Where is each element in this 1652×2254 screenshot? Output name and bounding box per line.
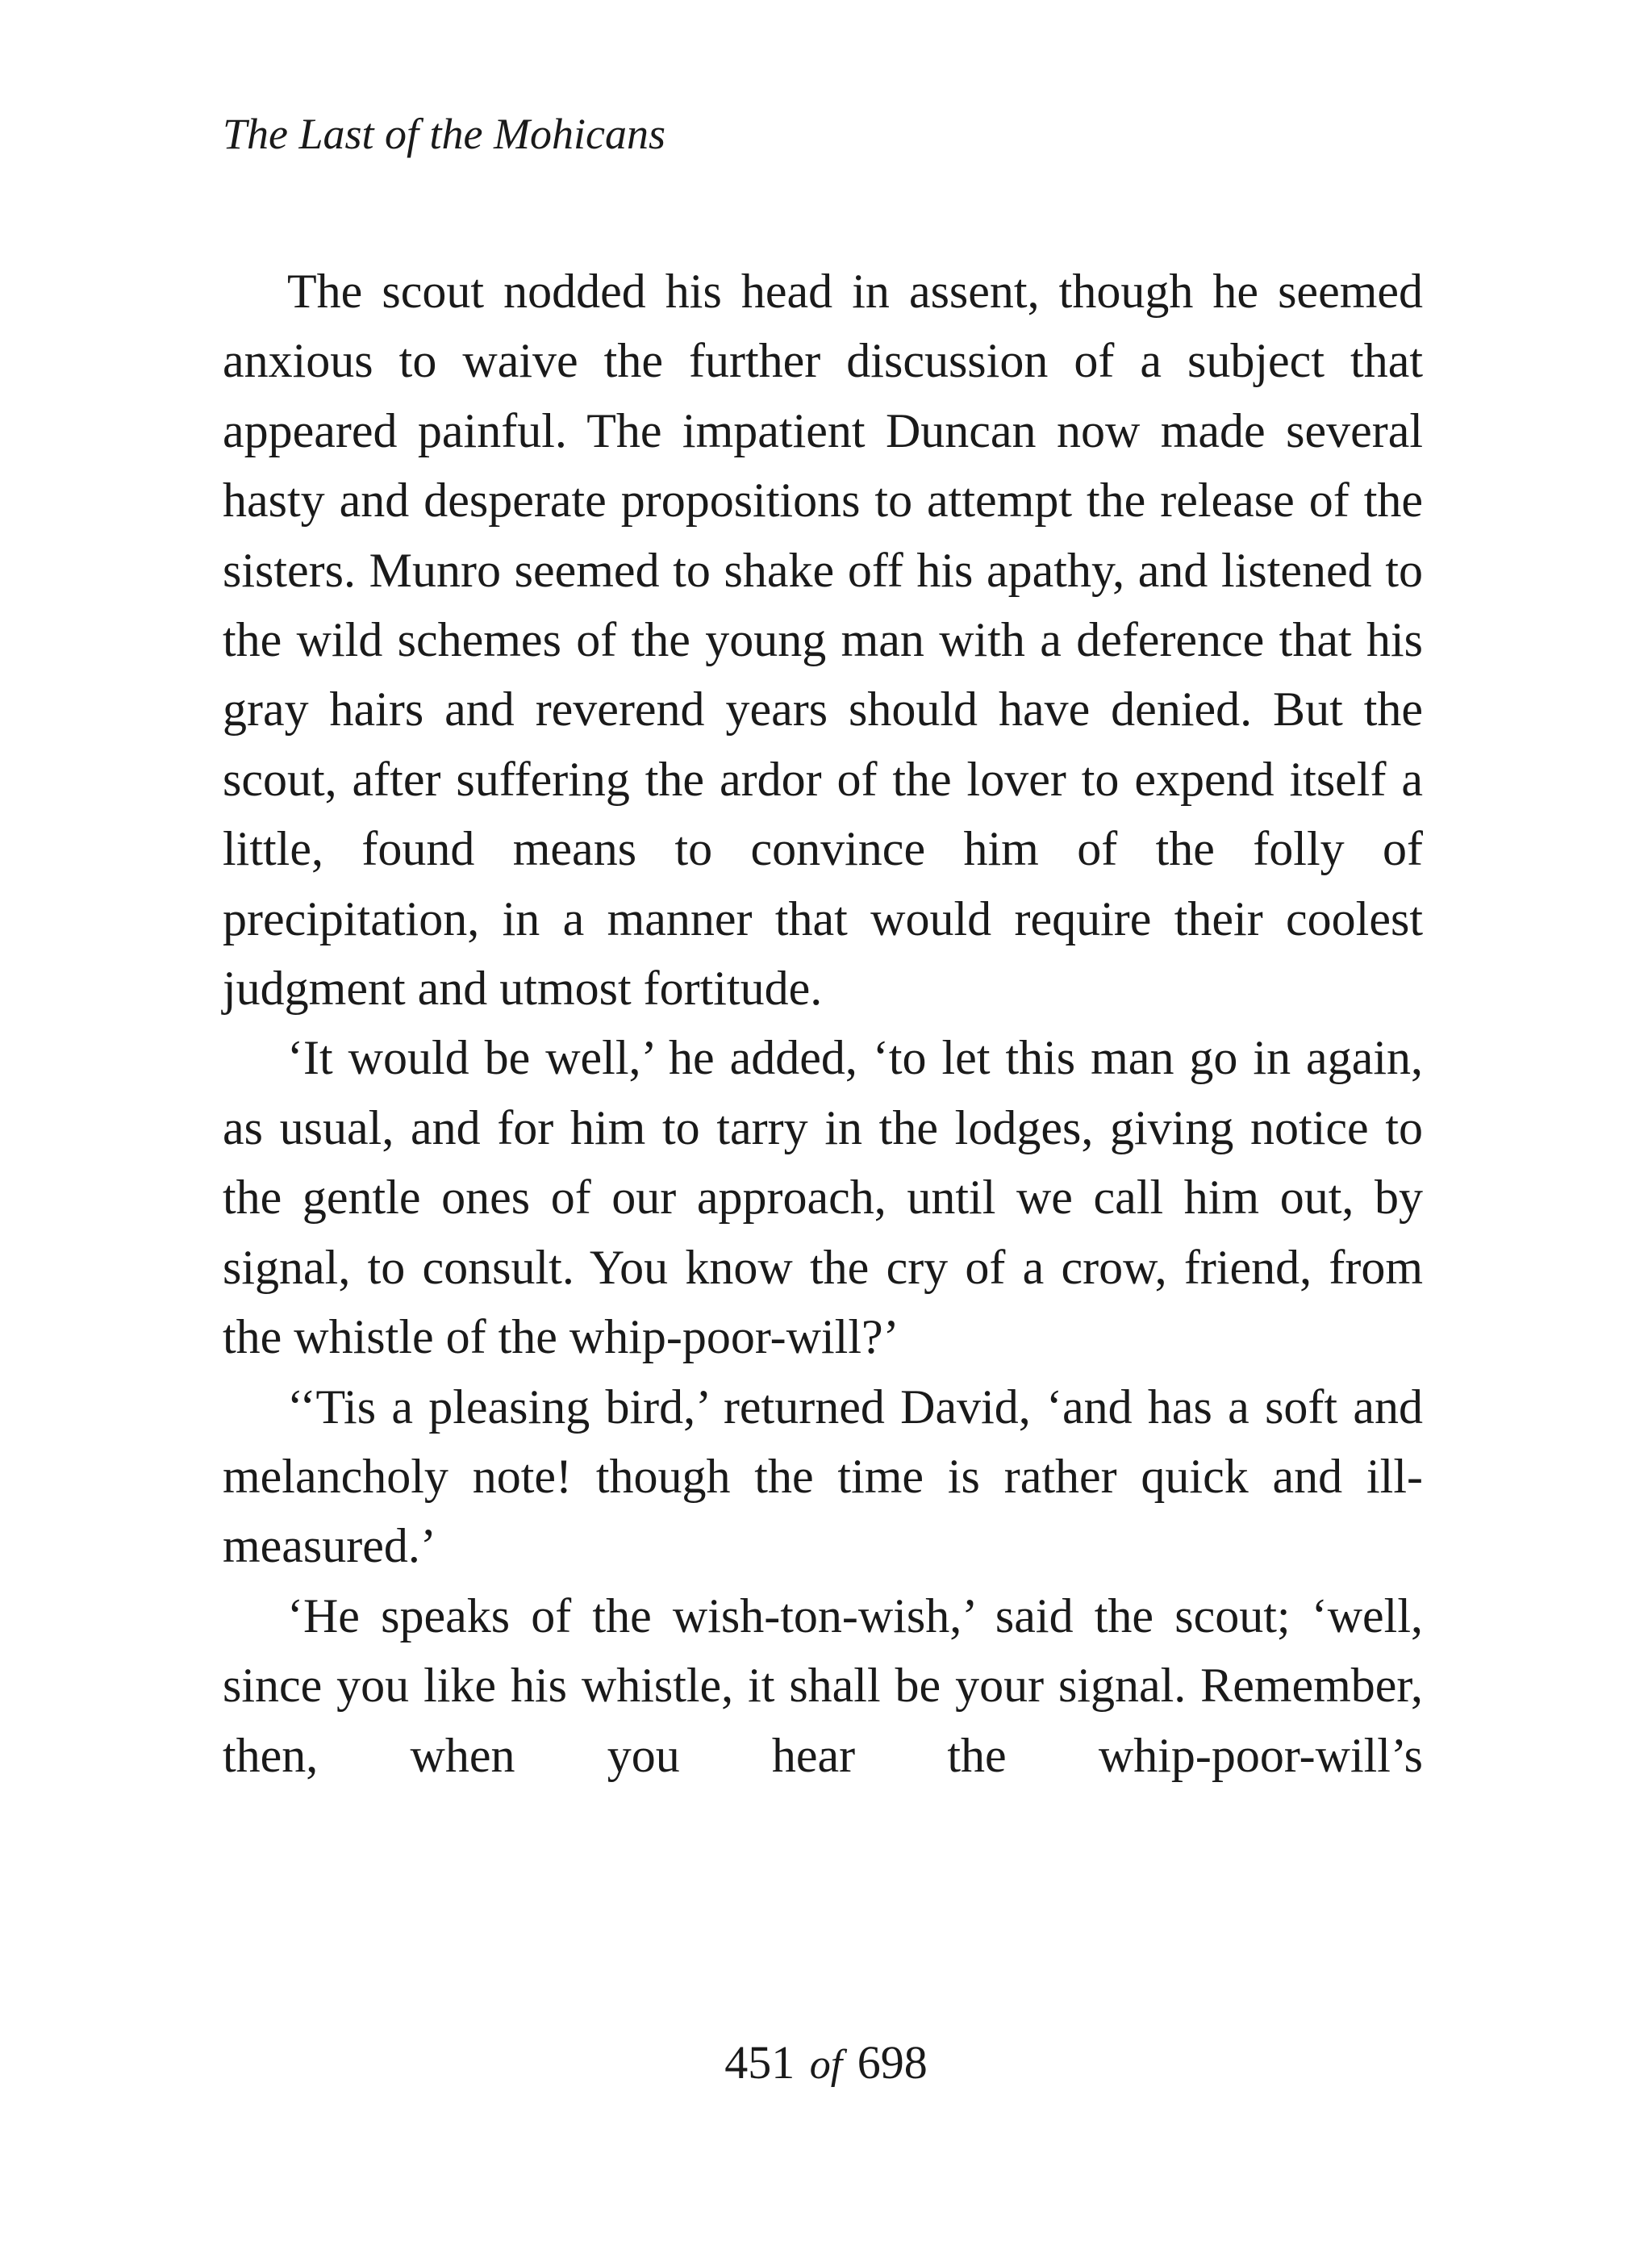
paragraph: ‘He speaks of the wish-ton-wish,’ said the scout; ‘well, since you like his whistle, it shall be your signal. Remember, then, when you hear the whip-poor-will’s	[223, 1588, 1423, 1782]
paragraph: The scout nodded his head in assent, though he seemed anxious to waive the further discussion of a subject that appeared painful. The impatient Duncan now made several hasty and desperate propositions to attempt the release of the sisters. Munro seemed to shake off his apathy, and listened to the wild schemes of the young man with a deference that his gray hairs and reverend years should have denied. But the scout, after suffering the ardor of the lover to expend itself a little, found means to convince him of the folly of precipitation, in a manner that would require their coolest judgment and utmost fortitude.	[223, 265, 1423, 1016]
page-number-total: 698	[857, 2036, 928, 2089]
paragraph: ‘It would be well,’ he added, ‘to let this man go in again, as usual, and for him to tarry in the lodges, giving notice to the gentle ones of our approach, until we call him out, by signal, to consult. You know the cry of a crow, friend, from the whistle of the whip-poor-will?’	[223, 1031, 1423, 1364]
body-text	[223, 257, 1423, 1790]
page-number	[0, 2035, 1652, 2093]
running-head: The Last of the Mohicans	[223, 110, 665, 158]
paragraph: ‘‘Tis a pleasing bird,’ returned David, ‘and has a soft and melancholy note! though the time is rather quick and ill-measured.’	[223, 1380, 1423, 1573]
page-number-separator: of	[809, 2042, 843, 2088]
page-number-current: 451	[724, 2036, 795, 2089]
